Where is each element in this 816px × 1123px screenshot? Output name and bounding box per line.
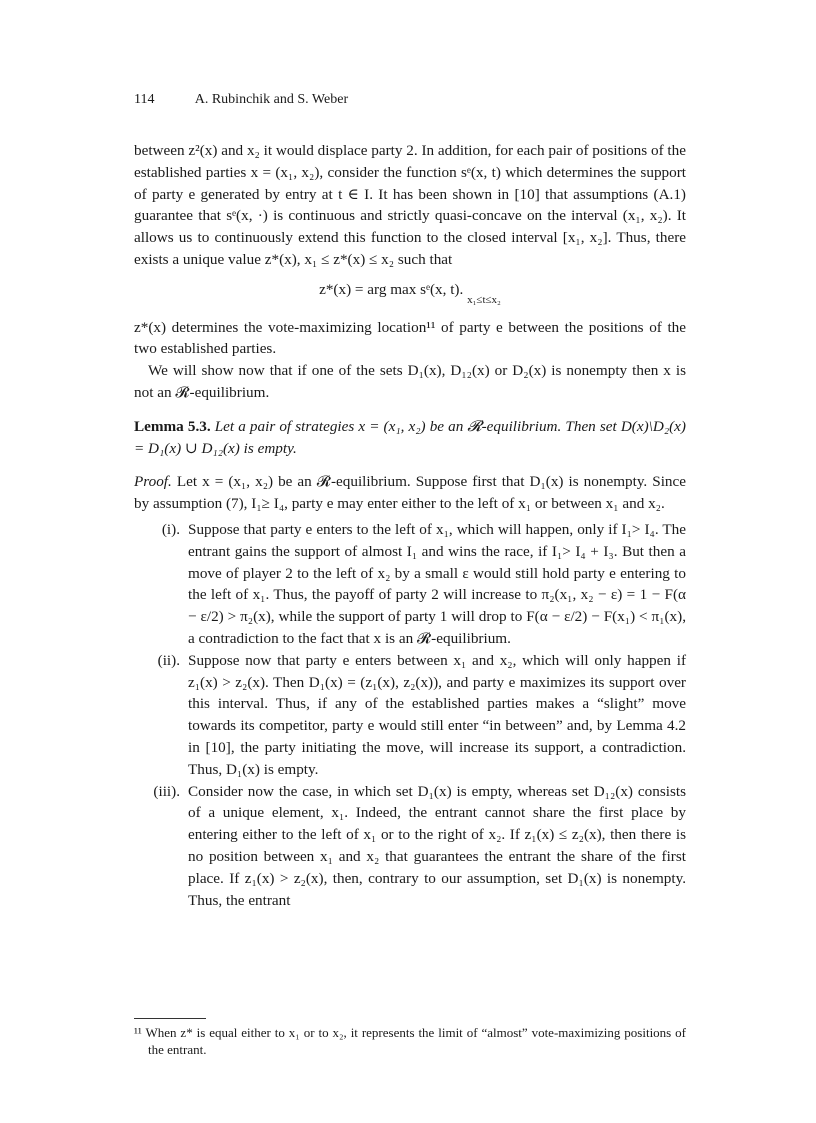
running-authors: A. Rubinchik and S. Weber bbox=[194, 92, 349, 107]
running-header bbox=[134, 92, 348, 108]
proof-item bbox=[134, 650, 686, 781]
main-text bbox=[134, 140, 686, 911]
footnote-11 bbox=[134, 1024, 686, 1058]
item-label: (i). bbox=[161, 520, 180, 538]
display-equation bbox=[134, 279, 686, 306]
proof-item bbox=[134, 781, 686, 912]
proof-items bbox=[134, 519, 686, 911]
item-text: Suppose now that party e enters between x₁ and x₂, which will only happen if z₁(x) > z₂(x). Then D₁(x) = (z₁(x), z₂(x)), and party e maximizes its support over this interval. Thus, if any of the established parties makes a “slight” move towards its competitor, party e would still enter “in between” and, by Lemma 4.2 in [10], the party initiating the move, will increase its support, a contradiction. Thus, D₁(x) is empty. bbox=[188, 651, 686, 778]
item-text: Consider now the case, in which set D₁(x) is empty, whereas set D₁₂(x) consists of a unique element, x₁. Indeed, the entrant cannot share the first place by entering either to the left of x₁ or to the right of x₂. If z₁(x) ≤ z₂(x), then there is no position between x₁ and x₂ that guarantees the entrant the share of the first place. If z₁(x) > z₂(x), then, contrary to our assumption, set D₁(x) is nonempty. Thus, the entrant bbox=[188, 782, 686, 909]
page-number: 114 bbox=[134, 92, 155, 107]
proof-text: Let x = (x₁, x₂) be an 𝓡-equilibrium. Suppose first that D₁(x) is nonempty. Since by assumption (7), I₁≥ I₄, party e may enter either to the left of x₁ or between x₁ and x₂. bbox=[134, 473, 686, 513]
proof-paragraph bbox=[134, 471, 686, 515]
proof-label: Proof. bbox=[134, 473, 172, 491]
footnote-text: ¹¹ When z* is equal either to x₁ or to x₂, it represents the limit of “almost” vote-maximizing positions of the entrant. bbox=[134, 1025, 686, 1057]
proof-item bbox=[134, 519, 686, 650]
footnote-divider bbox=[134, 1018, 206, 1019]
lemma-text: Let a pair of strategies x = (x₁, x₂) be an 𝓡-equilibrium. Then set D(x)\D₂(x) = D₁(x) ∪ D₁₂(x) is empty. bbox=[134, 417, 686, 457]
paragraph-3: We will show now that if one of the sets D₁(x), D₁₂(x) or D₂(x) is nonempty then x is not an 𝓡-equilibrium. bbox=[134, 362, 686, 401]
item-label: (ii). bbox=[157, 651, 180, 669]
paragraph-2: z*(x) determines the vote-maximizing location¹¹ of party e between the positions of the two established parties. bbox=[134, 318, 686, 358]
item-label: (iii). bbox=[153, 782, 180, 800]
lemma-5-3 bbox=[134, 416, 686, 460]
item-text: Suppose that party e enters to the left of x₁, which will happen, only if I₁> I₄. The entrant gains the support of almost I₁ and wins the race, if I₁> I₄ + I₃. But then a move of player 2 to the left of x₂ by a small ε would still hold party e entering to the left of x₁. Thus, the payoff of party 2 will increase to π₂(x₁, x₂ − ε) = 1 − F(α − ε/2) > π₂(x), while the support of party 1 will drop to F(α − ε/2) − F(x₁) < π₁(x), a contradiction to the fact that x is an 𝓡-equilibrium. bbox=[188, 520, 686, 647]
equation-subscript: x₁≤t≤x₂ bbox=[467, 293, 501, 306]
paragraph-1: between z²(x) and x₂ it would displace party 2. In addition, for each pair of positions of the established parties x = (x₁, x₂), consider the function sᵉ(x, t) which determines the support of party e generated by entry at t ∈ I. It has been shown in [10] that assumptions (A.1) guarantee that sᵉ(x, ·) is continuous and strictly quasi-concave on the interval (x₁, x₂). It allows us to continuously extend this function to the closed interval [x₁, x₂]. Thus, there exists a unique value z*(x), x₁ ≤ z*(x) ≤ x₂ such that bbox=[134, 142, 686, 268]
lemma-label: Lemma 5.3. bbox=[134, 417, 211, 435]
equation-main: z*(x) = arg max sᵉ(x, t). bbox=[319, 280, 464, 298]
